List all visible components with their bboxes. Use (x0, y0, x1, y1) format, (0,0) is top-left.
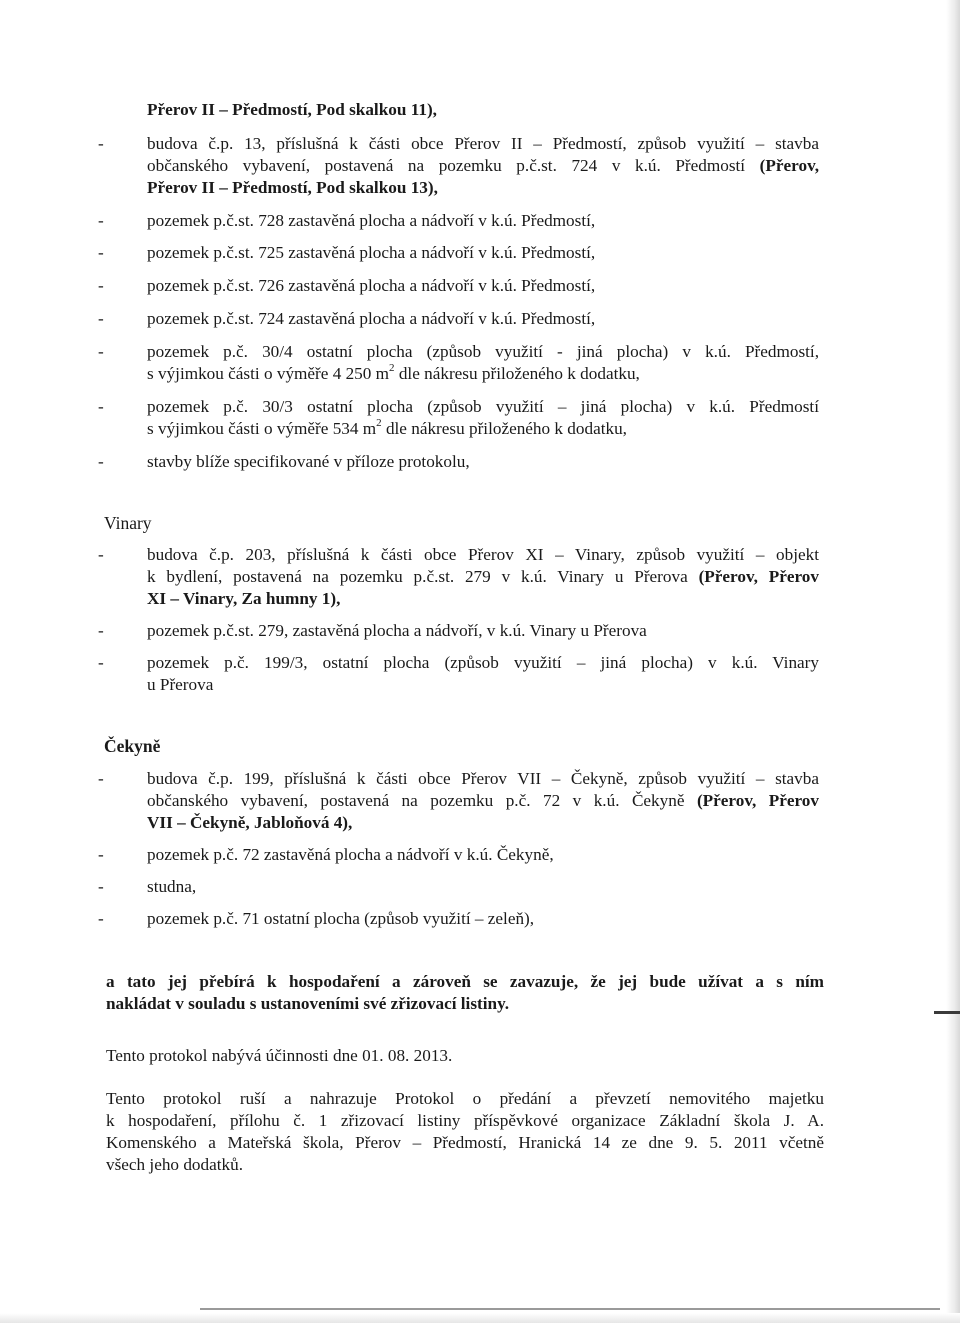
list-item-text: stavby blíže specifikované v příloze protokolu, (147, 452, 470, 471)
bold-segment: (Přerov, Přerov (698, 567, 819, 586)
text-line: budova č.p. 13, příslušná k části obce Přerov II – Předmostí, způsob využití – stavba (147, 134, 819, 153)
text-segment: dle nákresu přiloženého k dodatku, (381, 419, 627, 438)
text-line: nakládat v souladu s ustanoveními své zřizovací listiny. (106, 994, 510, 1013)
text-segment: občanského vybavení, postavená na pozemku p.č. 72 v k.ú. Čekyně (147, 791, 685, 810)
scan-edge-right (946, 0, 960, 1323)
text-line: k hospodaření, přílohu č. 1 zřizovací listiny příspěvkové organizace Základní škola J. A. (106, 1111, 824, 1130)
list-item-text: pozemek p.č.st. 728 zastavěná plocha a nádvoří v k.ú. Předmostí, (147, 211, 596, 230)
list-item-text (147, 341, 819, 385)
text-line (147, 363, 819, 385)
bold-line: Přerov II – Předmostí, Pod skalkou 13), (147, 178, 438, 197)
list-item-text: pozemek p.č. 71 ostatní plocha (způsob využití – zeleň), (147, 909, 535, 928)
list-item-text (147, 133, 819, 199)
list-dash: - (98, 909, 104, 928)
intro-heading-line: Přerov II – Předmostí, Pod skalkou 11), (147, 100, 437, 119)
text-segment: dle nákresu přiloženého k dodatku, (394, 364, 640, 383)
list-dash: - (98, 769, 104, 788)
text-line (147, 155, 819, 177)
text-line (147, 790, 819, 812)
scan-bottom-line (200, 1308, 940, 1310)
bold-line: VII – Čekyně, Jabloňová 4), (147, 813, 353, 832)
bold-segment: (Přerov, (759, 156, 820, 175)
list-item-text: pozemek p.č.st. 724 zastavěná plocha a nádvoří v k.ú. Předmostí, (147, 309, 596, 328)
list-item-text: pozemek p.č. 72 zastavěná plocha a nádvoří v k.ú. Čekyně, (147, 845, 554, 864)
list-item-text: pozemek p.č.st. 725 zastavěná plocha a nádvoří v k.ú. Předmostí, (147, 243, 596, 262)
text-line: pozemek p.č. 30/4 ostatní plocha (způsob využití - jiná plocha) v k.ú. Předmostí, (147, 342, 819, 361)
list-dash: - (98, 545, 104, 564)
closing-statement (106, 971, 824, 1015)
list-item-text: studna, (147, 877, 197, 896)
list-dash: - (98, 653, 104, 672)
text-line: Tento protokol ruší a nahrazuje Protokol o předání a převzetí nemovitého majetku (106, 1089, 824, 1108)
text-segment: k bydlení, postavená na pozemku p.č.st. 279 v k.ú. Vinary u Přerova (147, 567, 688, 586)
superscript: 2 (389, 362, 395, 375)
text-line: a tato jej přebírá k hospodaření a zároveň se zavazuje, že jej bude užívat a s ním (106, 972, 824, 991)
text-line: pozemek p.č. 199/3, ostatní plocha (způsob využití – jiná plocha) v k.ú. Vinary (147, 653, 819, 672)
list-dash: - (98, 397, 104, 416)
text-line: všech jeho dodatků. (106, 1155, 243, 1174)
list-dash: - (98, 243, 104, 262)
text-line: budova č.p. 203, příslušná k části obce Přerov XI – Vinary, způsob využití – objekt (147, 545, 819, 564)
list-dash: - (98, 845, 104, 864)
list-item-text (147, 652, 819, 696)
text-line: pozemek p.č. 30/3 ostatní plocha (způsob využití – jiná plocha) v k.ú. Předmostí (147, 397, 819, 416)
text-segment: s výjimkou části o výměře 534 m (147, 419, 377, 438)
text-segment: občanského vybavení, postavená na pozemku p.č.st. 724 v k.ú. Předmostí (147, 156, 746, 175)
section-heading-cekyne: Čekyně (104, 736, 161, 756)
text-line (147, 418, 819, 440)
list-dash: - (98, 134, 104, 153)
list-dash: - (98, 621, 104, 640)
list-dash: - (98, 309, 104, 328)
superscript: 2 (376, 417, 382, 430)
text-line: u Přerova (147, 675, 214, 694)
bold-segment: (Přerov, Přerov (696, 791, 819, 810)
text-line (147, 566, 819, 588)
scan-edge-mark (934, 1011, 960, 1014)
list-dash: - (98, 211, 104, 230)
bold-line: XI – Vinary, Za humny 1), (147, 589, 341, 608)
list-item-text (147, 544, 819, 610)
section-heading-vinary: Vinary (104, 513, 152, 533)
scan-edge-bottom (0, 1313, 960, 1323)
list-item-text: pozemek p.č.st. 726 zastavěná plocha a nádvoří v k.ú. Předmostí, (147, 276, 596, 295)
list-dash: - (98, 342, 104, 361)
effective-date-text: Tento protokol nabývá účinnosti dne 01. 08. 2013. (106, 1046, 453, 1065)
text-line: budova č.p. 199, příslušná k části obce Přerov VII – Čekyně, způsob využití – stavba (147, 769, 819, 788)
list-dash: - (98, 877, 104, 896)
list-dash: - (98, 276, 104, 295)
list-item-text (147, 396, 819, 440)
list-dash: - (98, 452, 104, 471)
list-item-text (147, 768, 819, 834)
cancel-paragraph (106, 1088, 824, 1176)
text-line: Komenského a Mateřská škola, Přerov – Předmostí, Hranická 14 ze dne 9. 5. 2011 včetně (106, 1133, 824, 1152)
text-segment: s výjimkou části o výměře 4 250 m (147, 364, 390, 383)
list-item-text: pozemek p.č.st. 279, zastavěná plocha a nádvoří, v k.ú. Vinary u Přerova (147, 621, 647, 640)
